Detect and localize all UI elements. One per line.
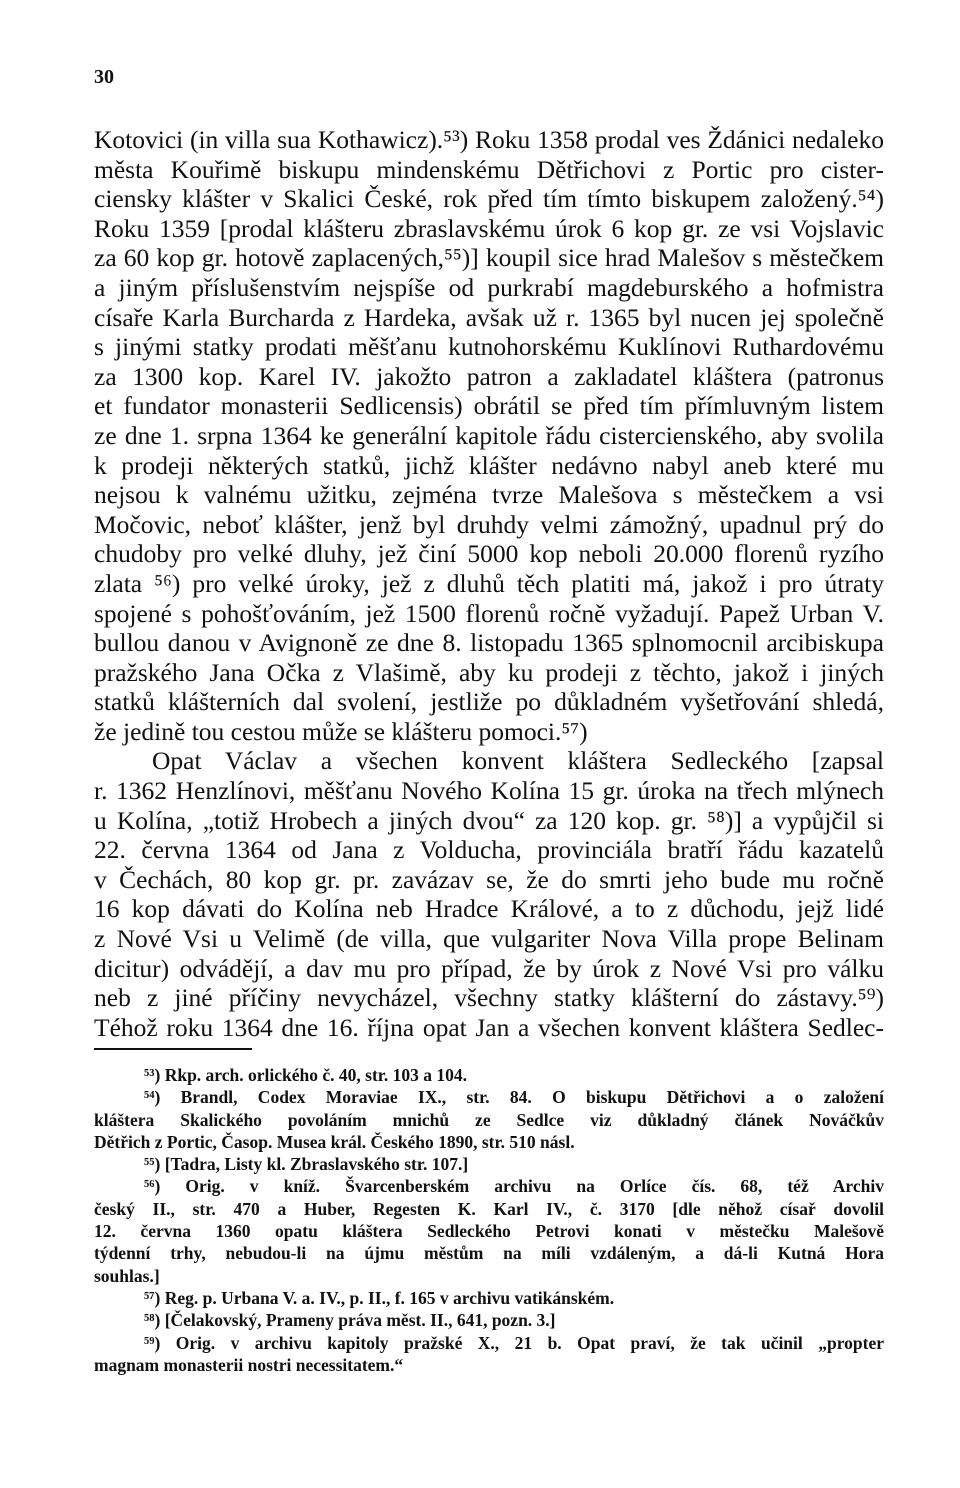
text-line: k prodeji některých statků, jichž klášter nedávno nabyl aneb které mu (94, 450, 884, 480)
footnote-line: ⁵³) Rkp. arch. orlického č. 40, str. 103 a 104. (144, 1065, 468, 1085)
text-line: za 60 kop gr. hotově zaplacených,⁵⁵)] koupil sice hrad Malešov s městečkem (94, 243, 884, 273)
text-line: zlata ⁵⁶) pro velké úroky, jež z dluhů těch platiti má, jakož i pro útraty (94, 568, 884, 598)
text-line: v Čechách, 80 kop gr. pr. zavázav se, že do smrti jeho bude mu ročně (94, 864, 884, 894)
footnote-line: ⁵⁹) Orig. v archivu kapitoly pražské X., 21 b. Opat praví, že tak učinil „propter (144, 1332, 884, 1353)
text-line: chudoby pro velké dluhy, jež činí 5000 kop neboli 20.000 florenů ryzího (94, 539, 884, 569)
text-line: bullou danou v Avignoně ze dne 8. listopadu 1365 splnomocnil arcibiskupa (94, 628, 884, 658)
text-line: města Kouřimě biskupu mindenskému Dětřichovi z Portic pro cister- (94, 154, 884, 184)
text-line: pražského Jana Očka z Vlašimě, aby ku prodeji z těchto, jakož i jiných (94, 657, 884, 687)
text-line: ze dne 1. srpna 1364 ke generální kapitole řádu cistercienského, aby svolila (94, 420, 884, 450)
text-line: statků klášterních dal svolení, jestliže po důkladném vyšetřování shledá, (94, 687, 884, 717)
text-line: s jinými statky prodati měšťanu kutnohorskému Kuklínovi Ruthardovému (94, 332, 884, 362)
footnote-line: souhlas.] (94, 1265, 160, 1286)
footnote-rule (94, 1048, 252, 1050)
footnote-line: Dětřich z Portic, Časop. Musea král. Českého 1890, str. 510 násl. (94, 1131, 575, 1152)
text-line: Močovic, neboť klášter, jenž byl druhdy velmi zámožný, upadnul prý do (94, 509, 884, 539)
text-line: 22. června 1364 od Jana z Volducha, provinciála bratří řádu kazatelů (94, 835, 884, 865)
text-line: neb z jiné příčiny nevycházel, všechny statky klášterní do zástavy.⁵⁹) (94, 983, 884, 1013)
text-line: za 1300 kop. Karel IV. jakožto patron a zakladatel kláštera (patronus (94, 361, 884, 391)
text-line: Opat Václav a všechen konvent kláštera Sedleckého [zapsal (152, 746, 884, 776)
footnote-line: český II., str. 470 a Huber, Regesten K. Karl IV., č. 3170 [dle něhož císař dovolil (94, 1198, 884, 1219)
main-text (94, 125, 884, 1042)
footnote-line: ⁵⁸) [Čelakovský, Prameny práva měst. II., 641, pozn. 3.] (144, 1310, 556, 1331)
text-line: Roku 1359 [prodal klášteru zbraslavskému úrok 6 kop gr. ze vsi Vojslavic (94, 213, 884, 243)
text-line: dicitur) odvádějí, a dav mu pro případ, že by úrok z Nové Vsi pro válku (94, 953, 884, 983)
footnote-line: týdenní trhy, nebudou-li na újmu městům na míli vzdáleným, a dá-li Kutná Hora (94, 1243, 884, 1264)
text-line: a jiným příslušenstvím nejspíše od purkrabí magdeburského a hofmistra (94, 272, 884, 302)
text-line: 16 kop dávati do Kolína neb Hradce Králové, a to z důchodu, jejž lidé (94, 894, 884, 924)
footnote-line: 12. června 1360 opatu kláštera Sedleckého Petrovi konati v městečku Malešově (94, 1221, 884, 1242)
footnote-line: ⁵⁷) Reg. p. Urbana V. a. IV., p. II., f. 165 v archivu vatikánském. (144, 1287, 615, 1308)
text-line: císaře Karla Burcharda z Hardeka, avšak už r. 1365 byl nucen jej společně (94, 302, 884, 332)
text-line: Téhož roku 1364 dne 16. října opat Jan a všechen konvent kláštera Sedlec- (94, 1012, 884, 1042)
text-line: ciensky klášter v Skalici České, rok před tím tímto biskupem založený.⁵⁴) (94, 184, 884, 214)
text-line: et fundator monasterii Sedlicensis) obrátil se před tím přímluvným listem (94, 391, 884, 421)
text-line: že jedině tou cestou může se klášteru pomoci.⁵⁷) (94, 716, 588, 746)
footnote-line: ⁵⁶) Orig. v kníž. Švarcenberském archivu na Orlíce čís. 68, též Archiv (144, 1176, 884, 1197)
text-line: nejsou k valnému užitku, zejména tvrze Malešova s městečkem a vsi (94, 480, 884, 510)
text-line: u Kolína, „totiž Hrobech a jiných dvou“ za 120 kop. gr. ⁵⁸)] a vypůjčil si (94, 805, 884, 835)
page-number: 30 (94, 66, 114, 88)
footnotes (94, 1064, 884, 1376)
footnote-line: kláštera Skalického povoláním mnichů ze Sedlce viz důkladný článek Nováčkův (94, 1109, 884, 1130)
footnote-line: ⁵⁴) Brandl, Codex Moraviae IX., str. 84. O biskupu Dětřichovi a o založení (144, 1087, 884, 1108)
text-line: z Nové Vsi u Velimě (de villa, que vulgariter Nova Villa prope Belinam (94, 924, 884, 954)
text-line: Kotovici (in villa sua Kothawicz).⁵³) Roku 1358 prodal ves Ždánici nedaleko (94, 125, 884, 154)
text-line: spojené s pohošťováním, jež 1500 florenů ročně vyžadují. Papež Urban V. (94, 598, 884, 628)
footnote-line: ⁵⁵) [Tadra, Listy kl. Zbraslavského str. 107.] (144, 1154, 469, 1175)
text-line: r. 1362 Henzlínovi, měšťanu Nového Kolína 15 gr. úroka na třech mlýnech (94, 776, 884, 806)
footnote-line: magnam monasterii nostri necessitatem.“ (94, 1354, 404, 1375)
